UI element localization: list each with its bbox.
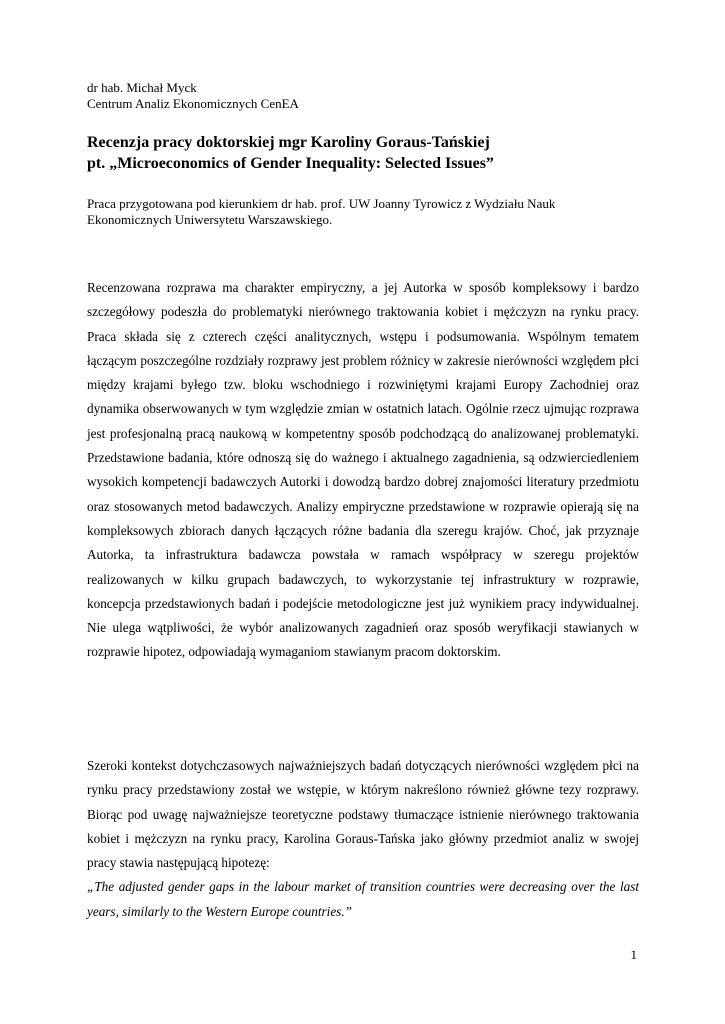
author-block — [87, 80, 299, 112]
body-paragraph-2 — [87, 754, 639, 924]
body-paragraph-1: Recenzowana rozprawa ma charakter empiryczny, a jej Autorka w sposób kompleksowy i bardzo szczegółowy podeszła do problematyki nierównego traktowania kobiet i mężczyzn na rynku pracy. Praca składa się z czterech części analitycznych, wstępu i podsumowania. Wspólnym tematem łączącym poszczególne rozdziały rozprawy jest problem różnicy w zakresie nierówności względem płci między krajami byłego tzw. bloku wschodniego i rozwiniętymi krajami Europy Zachodniej oraz dynamika obserwowanych w tym względzie zmian w ostatnich latach. Ogólnie rzecz ujmując rozprawa jest profesjonalną pracą naukową w kompetentny sposób podchodzącą do analizowanej problematyki. Przedstawione badania, które odnoszą się do ważnego i aktualnego zagadnienia, są odzwierciedleniem wysokich kompetencji badawczych Autorki i dowodzą bardzo dobrej znajomości literatury przedmiotu oraz stosowanych metod badawczych. Analizy empiryczne przedstawione w rozprawie opierają się na kompleksowych zbiorach danych łączących różne badania dla szeregu krajów. Choć, jak przyznaje Autorka, ta infrastruktura badawcza powstała w ramach współpracy w szeregu projektów realizowanych w kilku grupach badawczych, to wykorzystanie tej infrastruktury w rozprawie, koncepcja przedstawionych badań i podejście metodologiczne jest już wynikiem pracy indywidualnej. Nie ulega wątpliwości, że wybór analizowanych zagadnień oraz sposób weryfikacji stawianych w rozprawie hipotez, odpowiadają wymaganiom stawianym pracom doktorskim. — [87, 280, 639, 660]
review-title-line1: Recenzja pracy doktorskiej mgr Karoliny Goraus-Tańskiej — [87, 134, 490, 151]
supervision-line1: Praca przygotowana pod kierunkiem dr hab. prof. UW Joanny Tyrowicz z Wydziału Nauk — [87, 196, 556, 211]
hypothesis-quote: „The adjusted gender gaps in the labour market of transition countries were decreasing over the last years, similarly to the Western Europe countries.” — [87, 879, 639, 919]
review-title-line2: pt. „Microeconomics of Gender Inequality: Selected Issues” — [87, 155, 494, 172]
supervision-line2: Ekonomicznych Uniwersytetu Warszawskiego. — [87, 212, 333, 227]
page-number: 1 — [630, 947, 637, 962]
supervision-note — [87, 196, 647, 228]
author-name: dr hab. Michał Myck — [87, 80, 197, 95]
body-paragraph-2-text: Szeroki kontekst dotychczasowych najważniejszych badań dotyczących nierówności względem płci na rynku pracy przedstawiony został we wstępie, w którym nakreślono również główne tezy rozprawy. Biorąc pod uwagę najważniejsze teoretyczne podstawy tłumaczące istnienie nierównego traktowania kobiet i mężczyzn na rynku pracy, Karolina Goraus-Tańska jako główny przedmiot analiz w swojej pracy stawia następującą hipotezę: — [87, 758, 639, 871]
author-affiliation: Centrum Analiz Ekonomicznych CenEA — [87, 96, 299, 111]
review-title — [87, 132, 647, 174]
